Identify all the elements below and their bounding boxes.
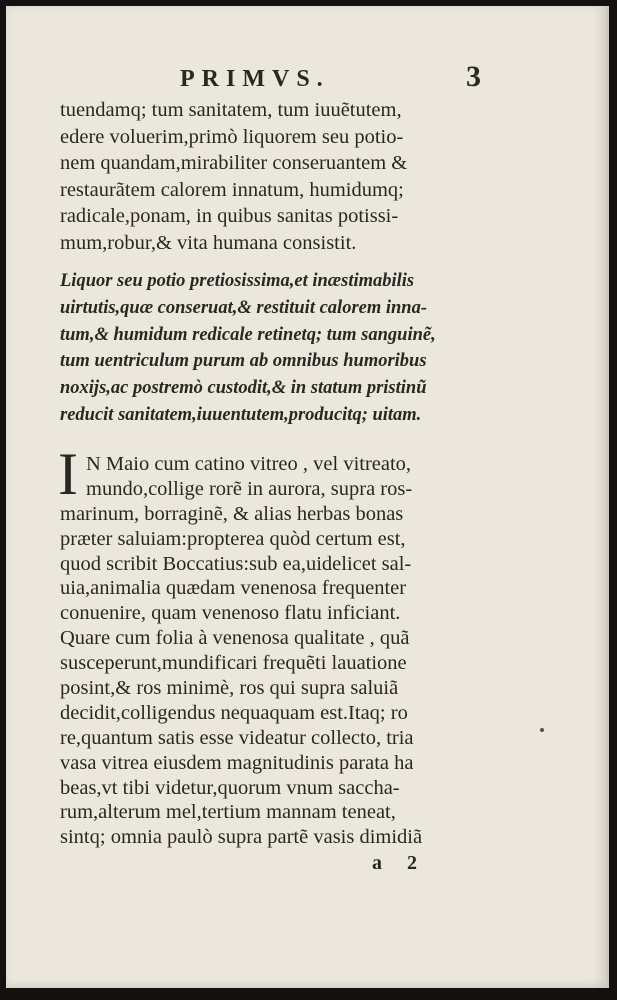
text-line: conuenire, quam venenoso flatu inficiant. [60,602,401,625]
text-line: edere voluerim,primò liquorem seu potio- [60,125,404,148]
text-line: præter saluiam:propterea quòd certum est, [60,527,406,550]
text-line: quod scribit Boccatius:sub ea,uidelicet sal- [60,552,412,575]
text-line: nem quandam,mirabiliter conseruantem & [60,152,408,174]
heading-line: Liquor seu potio pretiosissima,et inæstimabilis [60,271,415,291]
text-line: mum,robur,& vita humana consistit. [60,231,357,254]
heading-line: tum,& humidum redicale retinetq; tum sanguinẽ, [60,324,436,345]
running-header: PRIMVS. [180,66,330,92]
book-page [6,6,609,988]
text-line: mundo,collige rorẽ in aurora, supra ros- [86,477,413,500]
text-line: beas,vt tibi videtur,quorum vnum saccha- [60,776,400,799]
text-line: N Maio cum catino vitreo , vel vitreato, [86,453,412,475]
page-number: 3 [466,60,481,93]
text-line: re,quantum satis esse videatur collecto, tria [60,726,414,749]
text-line: radicale,ponam, in quibus sanitas potissi- [60,205,399,227]
paragraph-recipe [60,452,480,850]
text-line: vasa vitrea eiusdem magnitudinis parata ha [60,751,414,774]
text-line: susceperunt,mundificari frequẽti lauatione [60,652,407,675]
paragraph-intro [60,97,480,256]
text-line: tuendamq; tum sanitatem, tum iuuẽtutem, [60,99,402,121]
text-line: sintq; omnia paulò supra partẽ vasis dimidiã [60,826,423,849]
signature-mark: a 2 [372,852,427,874]
text-line: rum,alterum mel,tertium mannam teneat, [60,801,396,824]
text-line: restaurãtem calorem innatum, humidumq; [60,178,404,201]
heading-line: noxijs,ac postremò custodit,& in statum pristinũ [60,378,427,399]
text-line: decidit,colligendus nequaquam est.Itaq; ro [60,701,408,724]
text-line: marinum, borraginẽ, & alias herbas bonas [60,502,404,525]
drop-capital: I [58,441,78,507]
heading-line: reducit sanitatem,iuuentutem,producitq; uitam. [60,404,422,425]
text-line: Quare cum folia à venenosa qualitate , quã [60,627,410,650]
ink-speck [540,728,544,732]
heading-line: tum uentriculum purum ab omnibus humoribus [60,351,427,372]
text-line: uia,animalia quædam venenosa frequenter [60,577,407,600]
heading-line: uirtutis,quæ conseruat,& restituit calorem inna- [60,297,427,318]
text-line: posint,& ros minimè, ros qui supra saluiã [60,677,399,700]
recipe-heading [60,268,480,429]
